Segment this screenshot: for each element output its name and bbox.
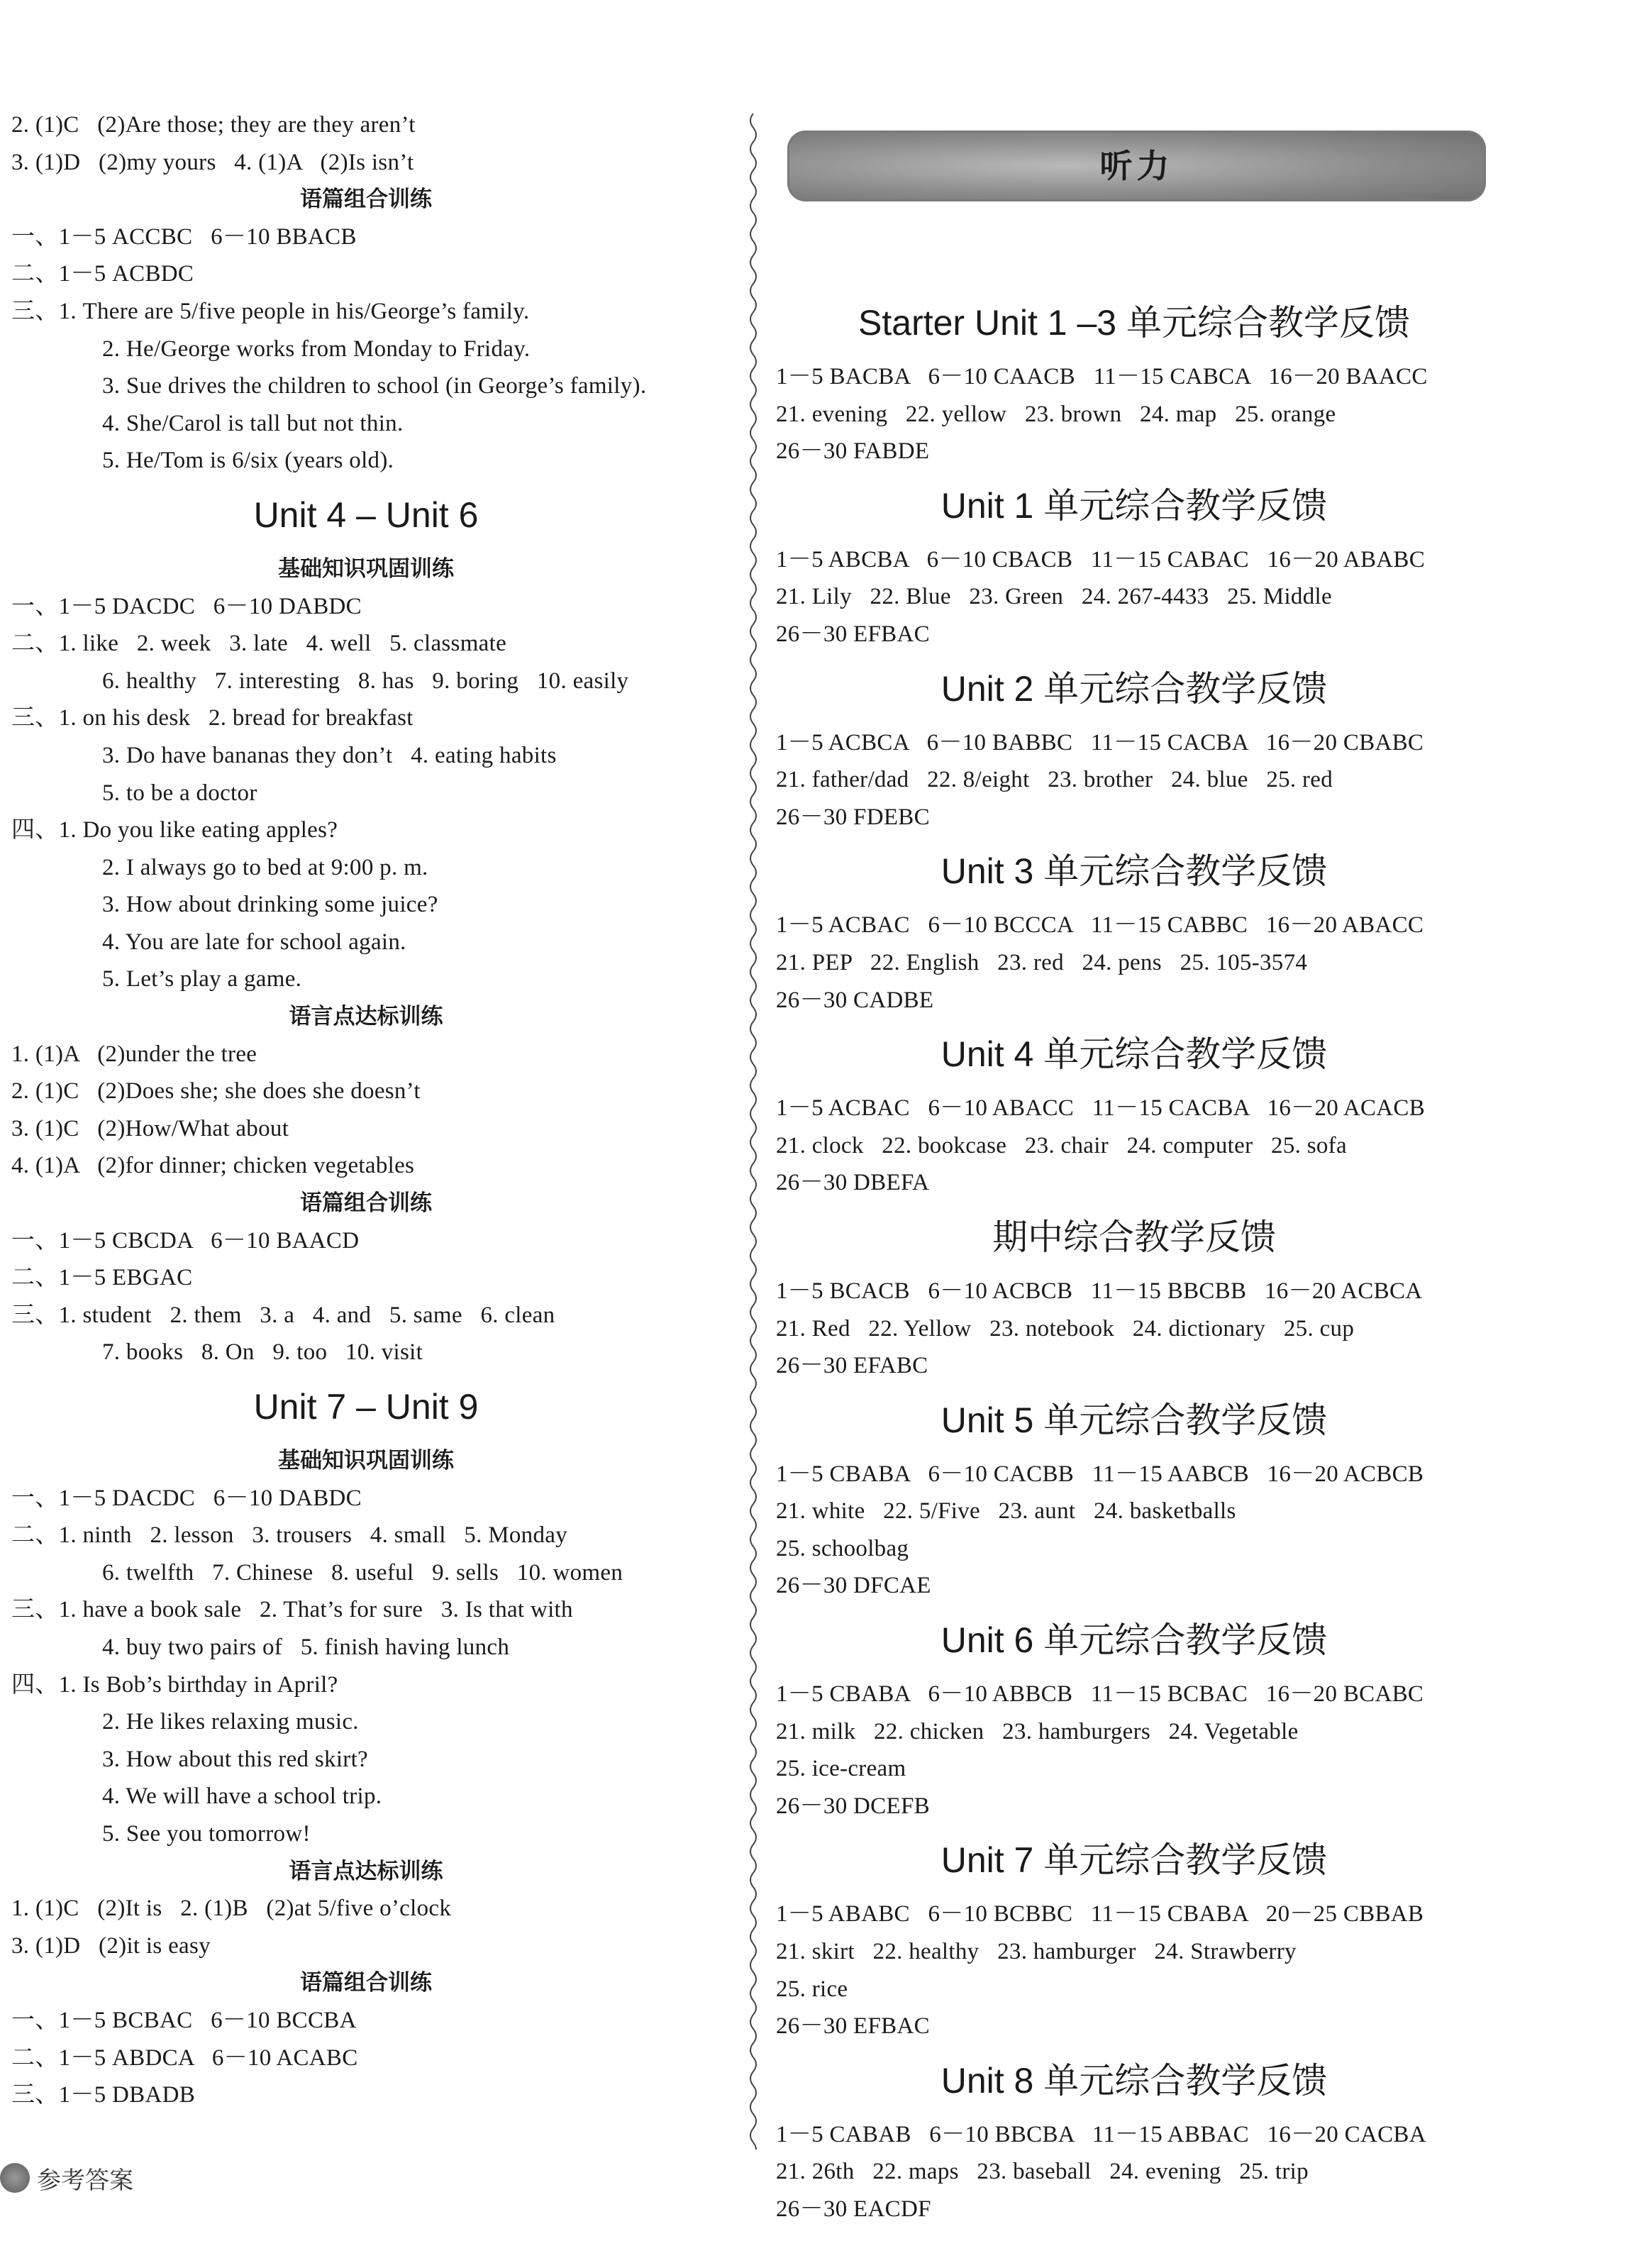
answer-line: 四、1. Do you like eating apples? [11,817,338,843]
answer-line: 21. clock 22. bookcase 23. chair 24. computer 25. sofa [776,1132,1347,1158]
answer-line: 25. rice [776,1976,848,2002]
answer-line: 二、1. ninth 2. lesson 3. trousers 4. small 5. Monday [11,1522,567,1549]
answer-line: 21. skirt 22. healthy 23. hamburger 24. Strawberry [776,1939,1297,1965]
answer-line: 三、1. There are 5/five people in his/George’s family. [11,298,530,324]
answer-line: 21. evening 22. yellow 23. brown 24. map 25. orange [776,401,1336,427]
feedback-section-title: Unit 2 单元综合教学反馈 [940,668,1328,709]
feedback-section-title: Unit 5 单元综合教学反馈 [940,1400,1328,1440]
section-subtitle: 语篇组合训练 [300,1970,432,1996]
column-divider [746,114,760,2150]
answer-line: 4. We will have a school trip. [102,1783,382,1810]
answer-line: 4. You are late for school again. [102,929,406,955]
answer-line: 25. schoolbag [776,1535,909,1561]
section-subtitle: 语言点达标训练 [289,1858,443,1884]
answer-line: 3. How about this red skirt? [102,1746,369,1772]
answer-line: 25. ice-cream [776,1756,906,1782]
answer-line: 21. PEP 22. English 23. red 24. pens 25. 105-3574 [776,949,1308,975]
section-subtitle: 语篇组合训练 [300,187,432,213]
answer-line: 3. Sue drives the children to school (in George’s family). [102,373,647,399]
answer-line: 3. (1)D (2)it is easy [11,1932,211,1959]
answer-line: 2. He/George works from Monday to Friday. [102,336,531,362]
answer-line: 26－30 EFBAC [776,621,930,647]
answer-line: 26－30 FDEBC [776,804,930,830]
answer-line: 2. He likes relaxing music. [102,1709,359,1735]
answer-line: 三、1. have a book sale 2. That’s for sure 3. Is that with [11,1597,573,1623]
answer-line: 1－5 BCACB 6－10 ACBCB 11－15 BBCBB 16－20 ACBCA [776,1278,1423,1304]
feedback-section-title: Unit 3 单元综合教学反馈 [940,851,1328,892]
answer-line: 26－30 DCEFB [776,1793,930,1819]
answer-line: 二、1－5 ACBDC [11,261,194,287]
left-column [11,106,721,2114]
answer-line: 1. (1)A (2)under the tree [11,1041,257,1067]
answer-line: 3. Do have bananas they don’t 4. eating habits [102,742,557,768]
feedback-section-title: Unit 8 单元综合教学反馈 [940,2060,1328,2101]
answer-line: 26－30 EFABC [776,1353,928,1379]
answer-line: 4. She/Carol is tall but not thin. [102,410,404,436]
answer-line: 3. How about drinking some juice? [102,892,438,918]
answer-line: 2. I always go to bed at 9:00 p. m. [102,854,428,880]
unit-heading: Unit 7 – Unit 9 [253,1387,479,1427]
answer-line: 三、1－5 DBADB [11,2082,196,2108]
answer-group [11,1890,721,1964]
feedback-section-title: 期中综合教学反馈 [992,1217,1276,1257]
answer-line: 4. (1)A (2)for dinner; chicken vegetables [11,1153,415,1179]
section-subtitle: 语言点达标训练 [289,1004,443,1030]
answer-line: 5. to be a doctor [102,780,257,806]
answer-line: 一、1－5 DACDC 6－10 DABDC [11,1485,362,1511]
section-banner [787,131,1486,201]
section-subtitle: 基础知识巩固训练 [278,1448,454,1473]
unit-heading: Unit 4 – Unit 6 [253,494,479,535]
answer-line: 1－5 CBABA 6－10 CACBB 11－15 AABCB 16－20 ACBCB [776,1461,1424,1487]
answer-line: 21. Lily 22. Blue 23. Green 24. 267-4433 25. Middle [776,584,1332,610]
answer-line: 1－5 ABCBA 6－10 CBACB 11－15 CABAC 16－20 ABABC [776,546,1426,572]
answer-line: 1－5 CBABA 6－10 ABBCB 11－15 BCBAC 16－20 BCABC [776,1681,1424,1708]
feedback-section-title: Unit 6 单元综合教学反馈 [940,1620,1328,1661]
answer-line: 5. See you tomorrow! [102,1820,311,1847]
answer-line: 二、1－5 EBGAC [11,1265,193,1291]
answer-line: 1－5 CABAB 6－10 BBCBA 11－15 ABBAC 16－20 CACBA [776,2121,1426,2147]
answer-line: 5. He/Tom is 6/six (years old). [102,448,394,474]
answer-line: 1－5 ACBCA 6－10 BABBC 11－15 CACBA 16－20 CBABC [776,729,1424,756]
answer-group [11,2002,721,2114]
right-column [776,287,1506,2228]
answer-line: 21. father/dad 22. 8/eight 23. brother 24. blue 25. red [776,767,1333,793]
answer-line: 二、1. like 2. week 3. late 4. well 5. classmate [11,631,507,657]
answer-line: 1－5 ACBAC 6－10 BCCCA 11－15 CABBC 16－20 ABACC [776,912,1424,939]
feedback-section-title: Unit 7 单元综合教学反馈 [940,1840,1328,1881]
answer-group [11,1480,721,1853]
answer-group [11,1222,721,1371]
answer-line: 21. milk 22. chicken 23. hamburgers 24. Vegetable [776,1718,1299,1744]
answer-line: 4. buy two pairs of 5. finish having lunch [102,1634,510,1660]
answer-line: 26－30 DBEFA [776,1170,930,1196]
footer [0,2150,133,2206]
answer-line: 26－30 FABDE [776,438,930,465]
section-subtitle: 语篇组合训练 [300,1190,432,1217]
answer-line: 26－30 EACDF [776,2196,931,2222]
feedback-section-title: Starter Unit 1 –3 单元综合教学反馈 [858,303,1410,343]
answer-line: 1. (1)C (2)It is 2. (1)B (2)at 5/five o’clock [11,1896,452,1922]
answer-line: 一、1－5 ACCBC 6－10 BBACB [11,223,357,250]
answer-line: 2. (1)C (2)Are those; they are they aren’t [11,112,416,138]
answer-line: 三、1. on his desk 2. bread for breakfast [11,705,414,731]
answer-line: 26－30 CADBE [776,987,934,1013]
answer-line: 21. Red 22. Yellow 23. notebook 24. dictionary 25. cup [776,1315,1355,1342]
footer-mark-icon [0,2163,30,2193]
answer-line: 21. 26th 22. maps 23. baseball 24. evening 25. trip [776,2159,1309,2185]
answer-line: 1－5 ABABC 6－10 BCBBC 11－15 CBABA 20－25 CBBAB [776,1901,1424,1927]
answer-line: 三、1. student 2. them 3. a 4. and 5. same 6. clean [11,1302,555,1328]
answer-group [11,588,721,999]
answer-line: 6. healthy 7. interesting 8. has 9. boring 10. easily [102,668,629,694]
answer-line: 5. Let’s play a game. [102,966,302,992]
answer-line: 二、1－5 ABDCA 6－10 ACABC [11,2045,358,2071]
feedback-section-title: Unit 4 单元综合教学反馈 [940,1034,1328,1075]
answer-line: 1－5 BACBA 6－10 CAACB 11－15 CABCA 16－20 BAACC [776,364,1428,389]
answer-line: 1－5 ACBAC 6－10 ABACC 11－15 CACBA 16－20 ACACB [776,1095,1426,1122]
banner-title: 听力 [1099,147,1174,185]
answer-line: 26－30 DFCAE [776,1573,931,1599]
answer-line: 6. twelfth 7. Chinese 8. useful 9. sells 10. women [102,1559,623,1586]
answer-line: 3. (1)C (2)How/What about [11,1115,289,1141]
answer-line: 7. books 8. On 9. too 10. visit [102,1339,423,1366]
answer-line: 一、1－5 DACDC 6－10 DABDC [11,593,362,619]
answer-line: 2. (1)C (2)Does she; she does she doesn’t [11,1078,421,1105]
answer-line: 四、1. Is Bob’s birthday in April? [11,1671,338,1698]
feedback-section-title: Unit 1 单元综合教学反馈 [940,485,1328,526]
answer-line: 一、1－5 BCBAC 6－10 BCCBA [11,2007,357,2033]
answer-line: 一、1－5 CBCDA 6－10 BAACD [11,1227,360,1254]
answer-line: 21. white 22. 5/Five 23. aunt 24. basketballs [776,1498,1236,1525]
answer-line: 26－30 EFBAC [776,2013,930,2040]
answer-group [11,1036,721,1185]
footer-label: 参考答案 [37,2166,133,2195]
section-subtitle: 基础知识巩固训练 [278,555,454,582]
answer-line: 3. (1)D (2)my yours 4. (1)A (2)Is isn’t [11,149,414,175]
